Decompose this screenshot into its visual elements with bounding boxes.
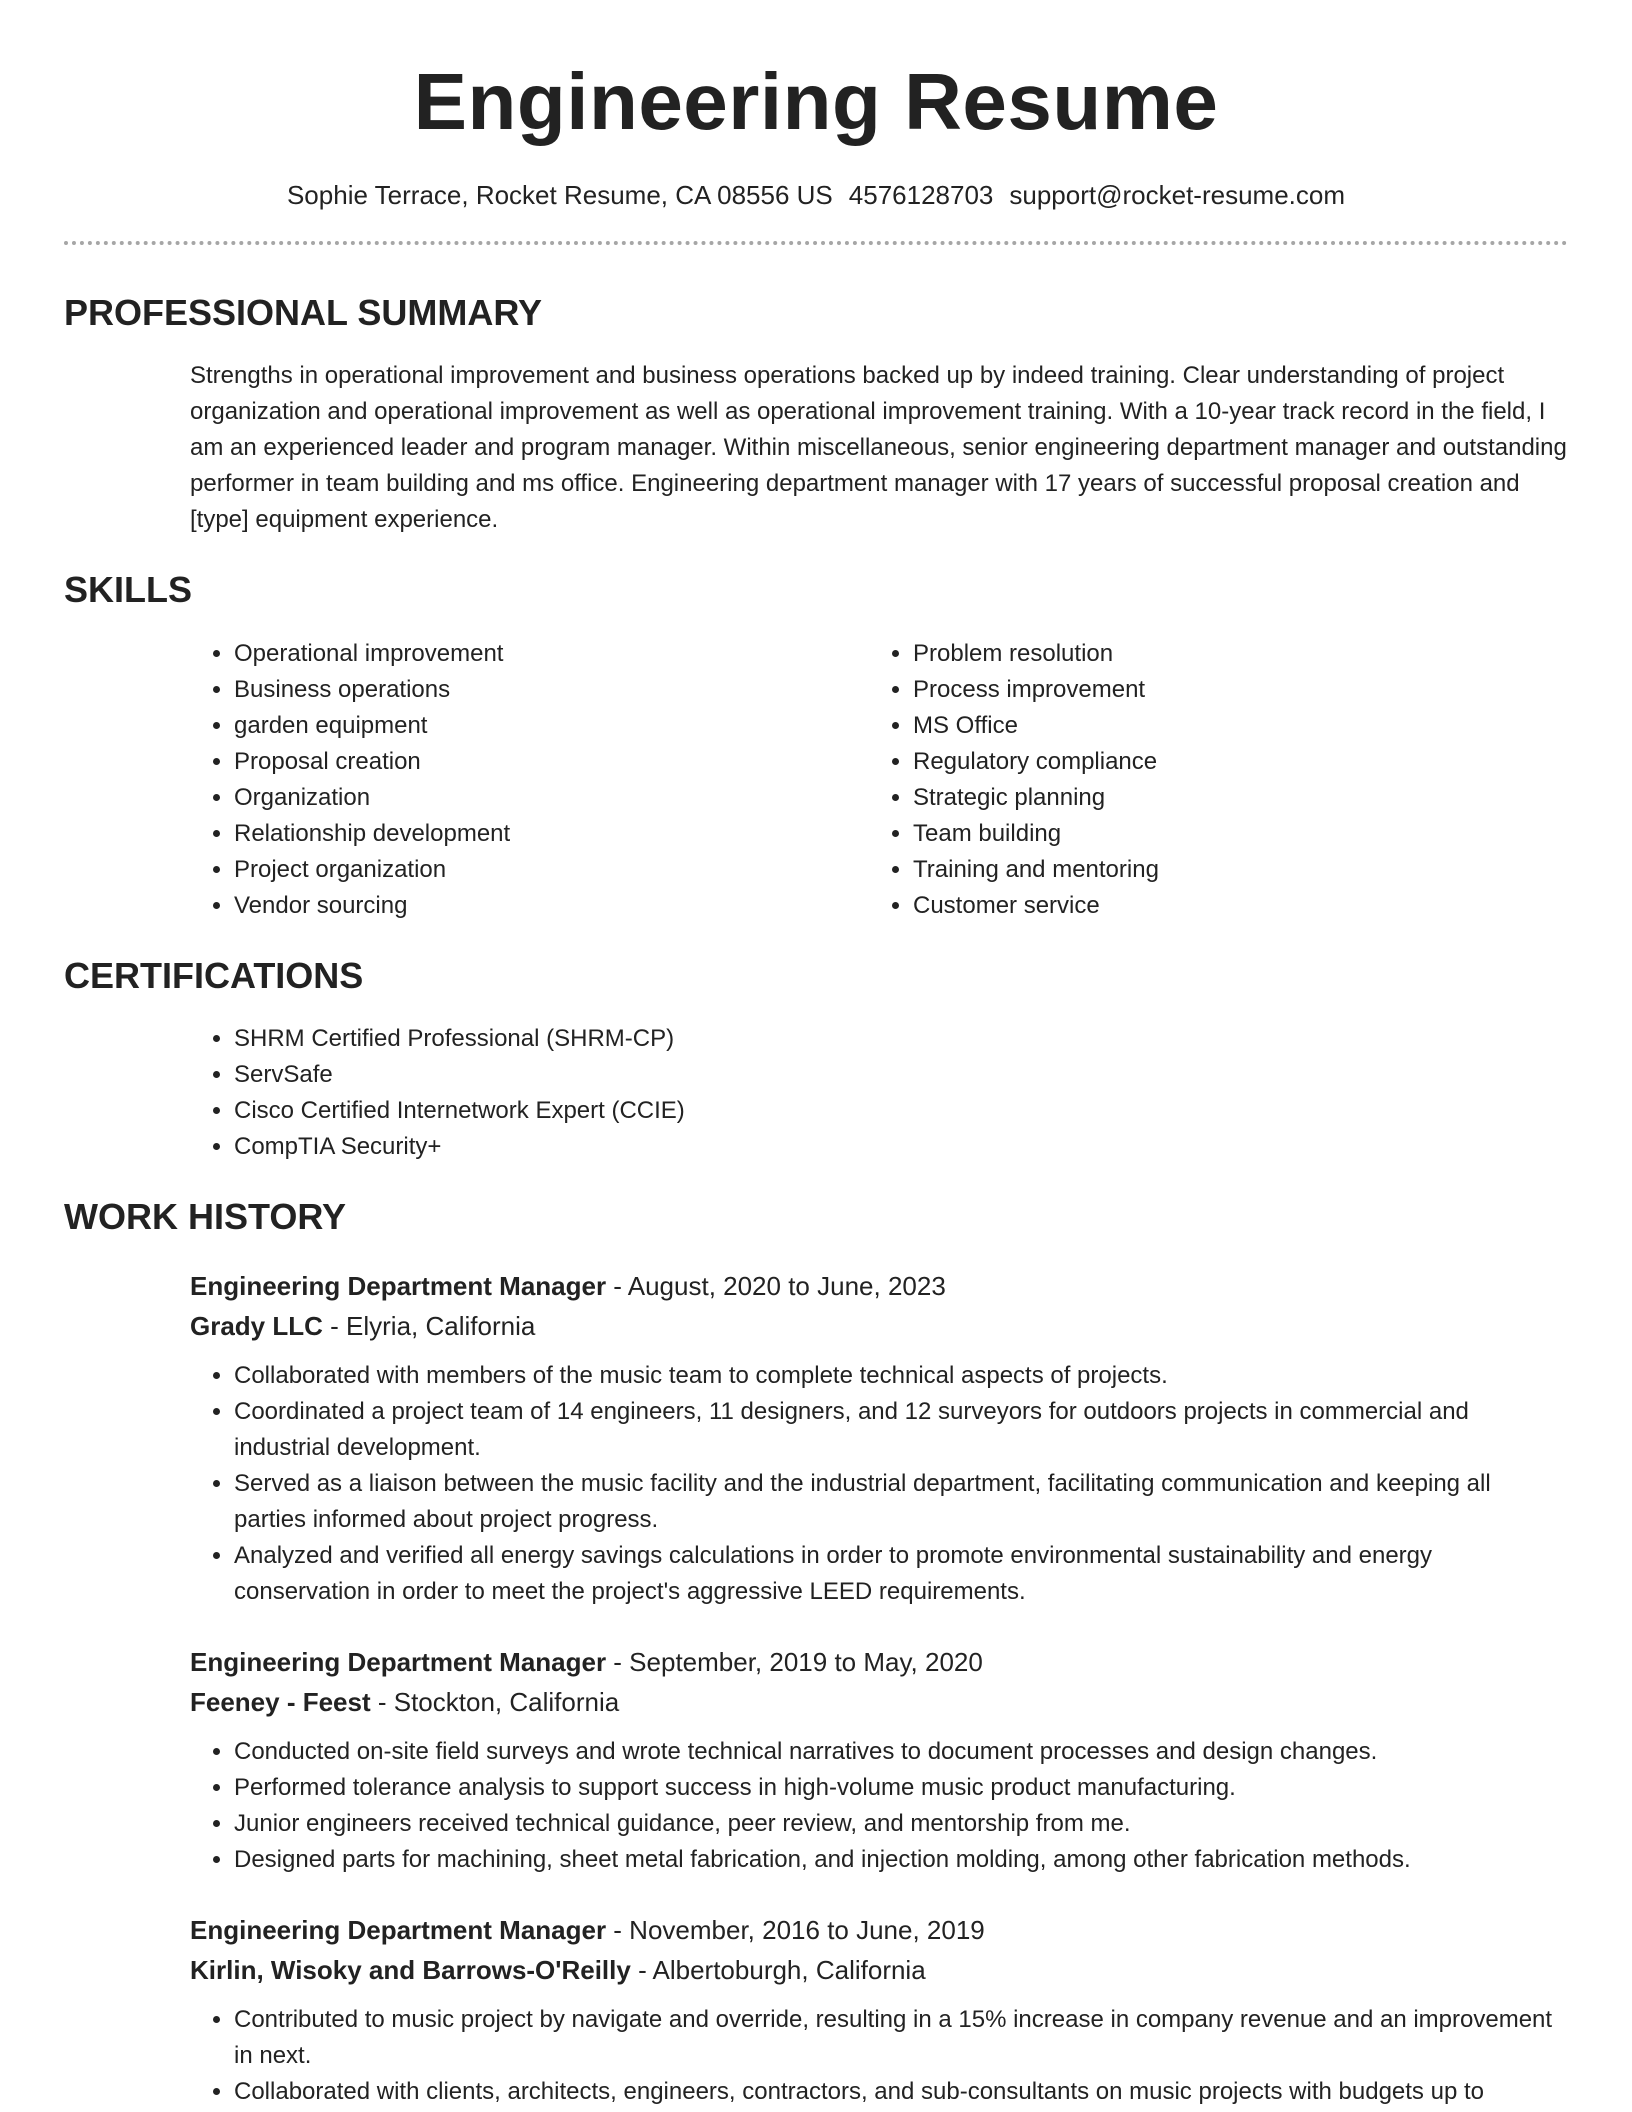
job-bullet-list (190, 1358, 1568, 1610)
skills-grid (190, 636, 1568, 924)
job-dates: - August, 2020 to June, 2023 (606, 1270, 946, 1301)
job-bullet-list (190, 2002, 1568, 2110)
certification-item: • CompTIA Security+ (234, 1129, 1568, 1165)
job-bullets (190, 2002, 1568, 2110)
job-bullet: • Analyzed and verified all energy savings calculations in order to promote environmental sustainability and energy conservation in order to meet the project's aggressive LEED requirements. (234, 1538, 1568, 1610)
job-bullet: • Collaborated with clients, architects, engineers, contractors, and sub-consultants on music projects with budgets up to (234, 2074, 1568, 2110)
job-bullet: • Coordinated a project team of 14 engineers, 11 designers, and 12 surveyors for outdoors projects in commercial and industrial development. (234, 1394, 1568, 1466)
contact-address: Sophie Terrace, Rocket Resume, CA 08556 US (286, 180, 833, 210)
skill-item: • Organization (234, 780, 869, 816)
job-company: Grady LLC (190, 1310, 323, 1341)
contact-email: support@rocket-resume.com (1009, 180, 1346, 210)
job-title: Engineering Department Manager (190, 1914, 607, 1945)
certifications-list (190, 1021, 1568, 1165)
skill-item: • Project organization (234, 852, 869, 888)
job-title-line (190, 1266, 1568, 1306)
job-company: Feeney - Feest (190, 1686, 371, 1717)
job-bullet: • Collaborated with members of the music team to complete technical aspects of projects. (234, 1358, 1568, 1394)
certifications-heading: CERTIFICATIONS (64, 954, 364, 996)
job-location: - Elyria, California (322, 1310, 536, 1341)
summary-heading: PROFESSIONAL SUMMARY (64, 292, 543, 334)
job-dates: - September, 2019 to May, 2020 (606, 1646, 983, 1677)
skill-item: • Operational improvement (234, 636, 869, 672)
job-bullets (190, 1358, 1568, 1610)
job-bullet: • Served as a liaison between the music facility and the industrial department, facilitating communication and keeping all parties informed about project progress. (234, 1466, 1568, 1538)
job-entry (190, 1642, 1568, 1878)
job-title: Engineering Department Manager (190, 1270, 607, 1301)
skills-column-right (869, 636, 1548, 924)
summary-text: Strengths in operational improvement and business operations backed up by indeed training. Clear understanding of project organization and operational improvement as well as operational improvement training. With a 10-year track record in the field, I am an experienced leader and program manager. Within miscellaneous, senior engineering department manager and outstanding performer in team building and ms office. Engineering department manager with 17 years of successful proposal creation and [type] equipment experience. (190, 362, 1567, 534)
resume-name: Engineering Resume (413, 57, 1219, 146)
skill-item: • Proposal creation (234, 744, 869, 780)
job-bullet: • Conducted on-site field surveys and wrote technical narratives to document processes and design changes. (234, 1734, 1568, 1770)
job-company-line (190, 1950, 1568, 1990)
job-bullets (190, 1734, 1568, 1878)
skill-item: • Process improvement (913, 672, 1548, 708)
job-entry (190, 1910, 1568, 2110)
skill-item: • Training and mentoring (913, 852, 1548, 888)
skill-item: • Vendor sourcing (234, 888, 869, 924)
job-company-line (190, 1682, 1568, 1722)
job-bullet: • Contributed to music project by navigate and override, resulting in a 15% increase in company revenue and an improvement in next. (234, 2002, 1568, 2074)
skill-item: • MS Office (913, 708, 1548, 744)
job-bullet-list (190, 1734, 1568, 1878)
skills-list-left (190, 636, 869, 924)
skill-item: • Business operations (234, 672, 869, 708)
work-history-heading: WORK HISTORY (64, 1195, 347, 1237)
skill-item: • Customer service (913, 888, 1548, 924)
contact-phone: 4576128703 (848, 180, 994, 210)
skill-item: • garden equipment (234, 708, 869, 744)
certifications-bullets (190, 1021, 1568, 1165)
job-title-line (190, 1642, 1568, 1682)
skills-list-right (869, 636, 1548, 924)
job-bullet: • Performed tolerance analysis to support success in high-volume music product manufacturing. (234, 1770, 1568, 1806)
certification-item: • SHRM Certified Professional (SHRM-CP) (234, 1021, 1568, 1057)
certification-item: • Cisco Certified Internetwork Expert (CCIE) (234, 1093, 1568, 1129)
job-title: Engineering Department Manager (190, 1646, 607, 1677)
job-company-line (190, 1306, 1568, 1346)
job-location: - Albertoburgh, California (630, 1954, 926, 1985)
contact-line (64, 180, 1568, 211)
job-location: - Stockton, California (370, 1686, 620, 1717)
skills-column-left (190, 636, 869, 924)
skill-item: • Team building (913, 816, 1548, 852)
skill-item: • Regulatory compliance (913, 744, 1548, 780)
skill-item: • Problem resolution (913, 636, 1548, 672)
job-dates: - November, 2016 to June, 2019 (606, 1914, 985, 1945)
skills-heading: SKILLS (64, 569, 193, 611)
skill-item: • Relationship development (234, 816, 869, 852)
job-bullet: • Junior engineers received technical guidance, peer review, and mentorship from me. (234, 1806, 1568, 1842)
job-company: Kirlin, Wisoky and Barrows-O'Reilly (190, 1954, 631, 1985)
job-title-line (190, 1910, 1568, 1950)
certification-item: • ServSafe (234, 1057, 1568, 1093)
skill-item: • Strategic planning (913, 780, 1548, 816)
job-bullet: • Designed parts for machining, sheet metal fabrication, and injection molding, among other fabrication methods. (234, 1842, 1568, 1878)
header-divider (64, 241, 1568, 245)
job-entry (190, 1266, 1568, 1610)
